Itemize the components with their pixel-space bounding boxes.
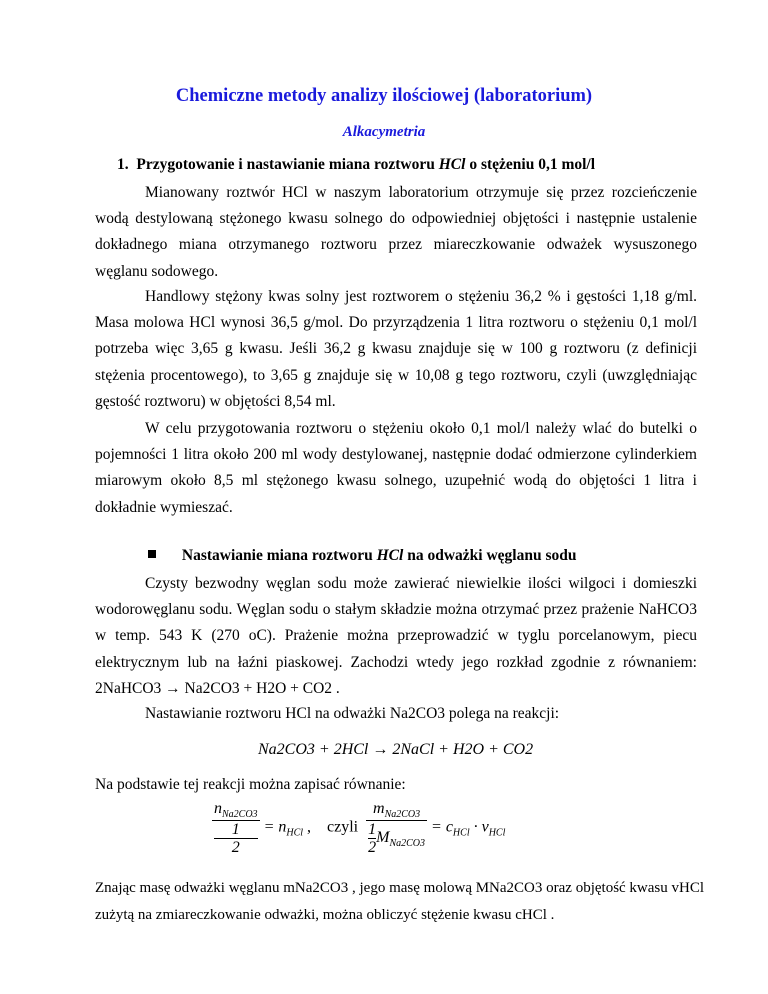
eq-v-hcl: · v: [473, 818, 489, 836]
section-text-after: o stężeniu 0,1 mol/l: [469, 156, 596, 173]
eq-n-hcl: = n: [263, 818, 287, 836]
section-number: 1.: [117, 156, 129, 173]
bullet-formula: HCl: [376, 547, 404, 564]
section-text-before: Przygotowanie i nastawianie miana roztworu: [136, 156, 435, 173]
paragraph-3: W celu przygotowania roztworu o stężeniu około 0,1 mol/l należy wlać do butelki o pojemności 1 litra około 200 ml wody destylowanej, następnie dodać odmierzone cylinderkiem miarowym około 8,5 ml stężonego kwasu solnego, uzupełnić wodą do objętości 1 litra i dokładnie wymieszać.: [95, 420, 697, 516]
line-na-podstawie: Na podstawie tej reakcji można zapisać równanie:: [95, 776, 406, 793]
czyli: czyli: [327, 818, 359, 836]
bullet-text-before: Nastawianie miana roztworu: [181, 547, 373, 564]
paragraph-1: Mianowany roztwór HCl w naszym laboratorium otrzymuje się przez rozcieńczenie wodą destylowaną stężonego kwasu solnego do odpowiedniej objętości i następnie ustalenie dokładnego miana otrzymanego roztworu przez miareczkowanie odważek wysuszonego węglanu sodowego.: [95, 184, 697, 280]
page-subtitle: Alkacymetria: [342, 124, 426, 140]
page-title: Chemiczne metody analizy ilościowej (laboratorium): [175, 86, 593, 106]
section-formula: HCl: [438, 156, 466, 173]
line-zuzyta: zużytą na zmiareczkowanie odważki, można obliczyć stężenie kwasu cHCl .: [95, 907, 555, 923]
fraction-right: $m_{Na2CO3}$ $\frac{1}{2}$ $M_{Na2CO3}$: [368, 800, 426, 856]
paragraph-2: Handlowy stężony kwas solny jest roztworem o stężeniu 36,2 % i gęstości 1,18 g/ml. Masa molowa HCl wynosi 36,5 g/mol. Do przyrządzenia 1 litra roztworu o stężeniu 0,1 mol/l potrzeba więc 3,65 g kwasu. Jeśli 36,2 g kwasu znajduje się w 100 g roztworu (z definicji stężenia procentowego), to 3,65 g znajduje się w 10,08 g tego roztworu, czyli (uwzględniając gęstość roztworu) w objętości 8,54 ml.: [95, 288, 697, 410]
bullet-text-after: na odważki węglanu sodu: [407, 547, 577, 564]
line-nastawianie: Nastawianie roztworu HCl na odważki Na2CO3 polega na reakcji:: [145, 705, 560, 722]
line-znajac: Znając masę odważki węglanu mNa2CO3 , jego masę molową MNa2CO3 oraz objętość kwasu vHCl: [95, 880, 705, 896]
reaction-equation: Na2CO3 + 2HCl → 2NaCl + H2O + CO2: [258, 741, 534, 758]
section-heading: [117, 156, 595, 174]
fraction-equation: $n_{Na2CO3}$ 1 2 = $n_{HCl}$ , czyli $m_{Na2CO3}$ $\frac{1}{2}$ $M_{Na2CO3}$ = $c_{HCl} \cdot v_{HCl}$: [214, 800, 506, 856]
eq-c-hcl: = c: [431, 818, 453, 836]
fraction-left: $n_{Na2CO3}$ 1 2: [214, 800, 258, 856]
paragraph-4: Czysty bezwodny węglan sodu może zawierać niewielkie ilości wilgoci i domieszki wodorowęglanu sodu. Węglan sodu o stałym składzie można otrzymać przez prażenie NaHCO3 w temp. 543 K (270 oC). Prażenie można przeprowadzić w tyglu porcelanowym, piecu elektrycznym lub na łaźni piaskowej. Zachodzi wtedy jego rozkład zgodnie z równaniem: 2NaHCO3 → Na2CO3 + H2O + CO2 .: [95, 575, 697, 697]
